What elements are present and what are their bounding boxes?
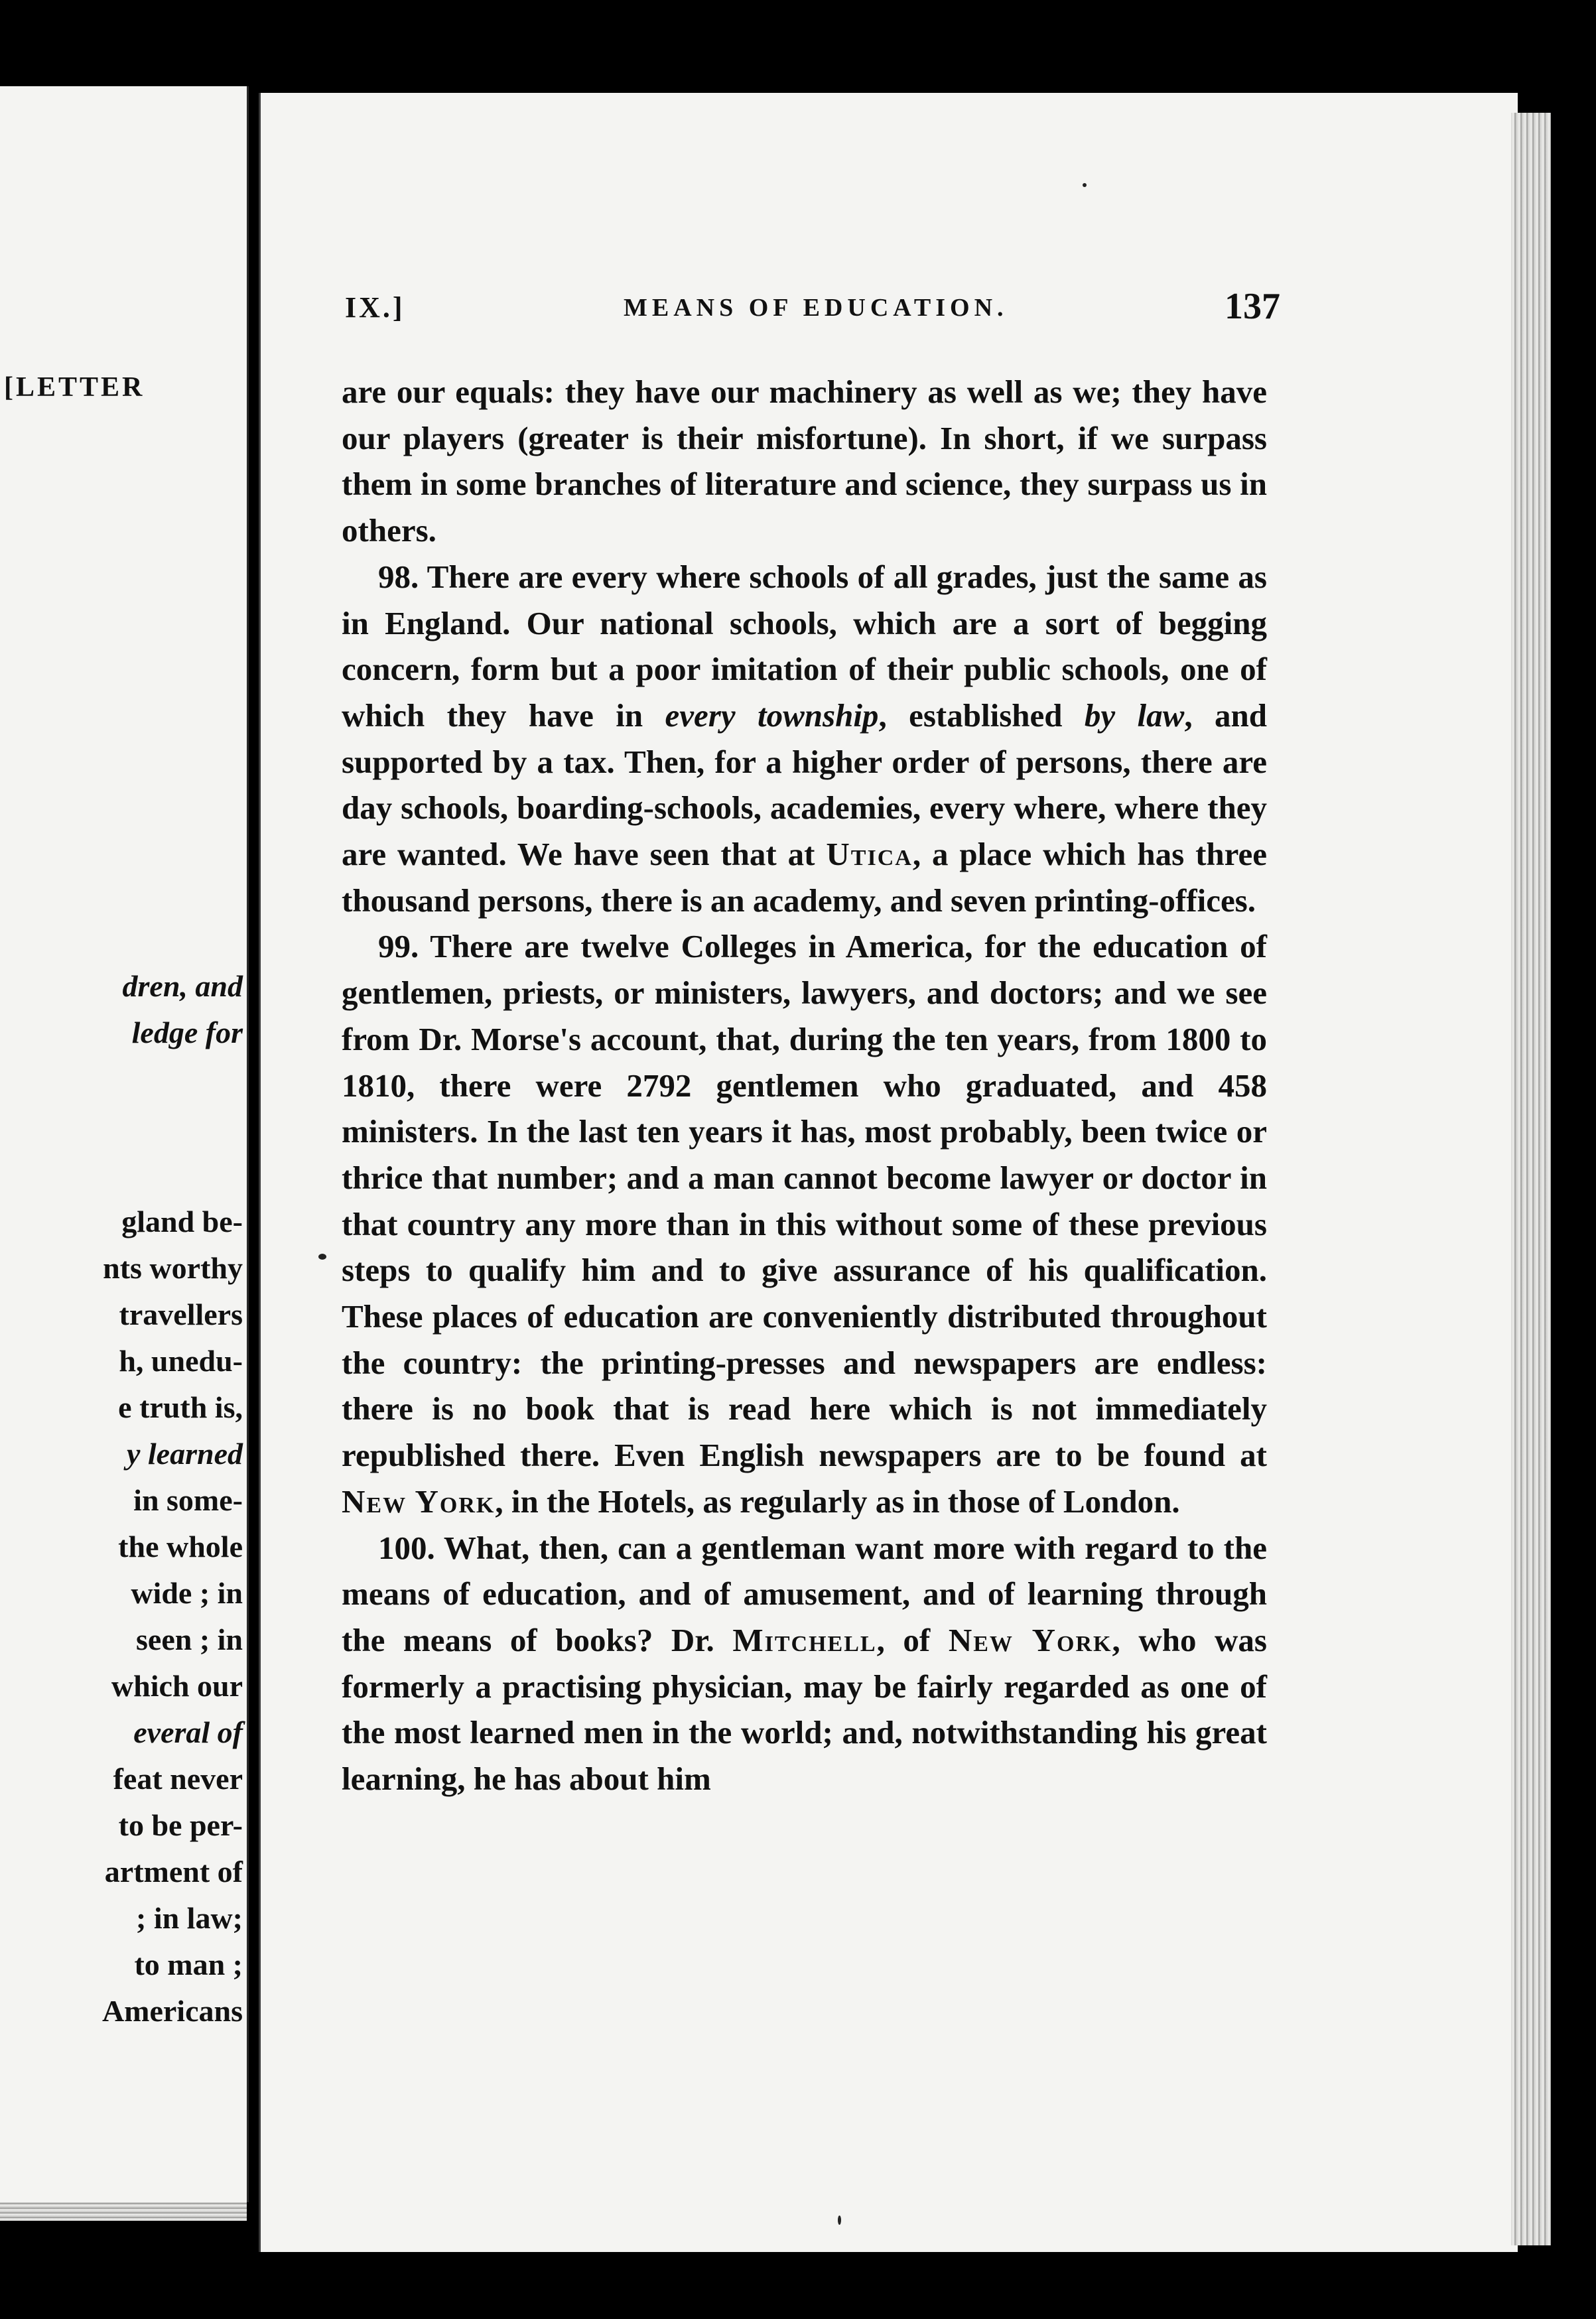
left-page-line: to man ; xyxy=(134,1948,243,1981)
left-page xyxy=(0,86,249,2202)
left-page-line: everal of xyxy=(133,1715,243,1749)
paragraph-text: , in the Hotels, as regularly as in those of London. xyxy=(495,1483,1180,1520)
left-page-line: travellers xyxy=(119,1297,243,1331)
left-page-line: wide ; in xyxy=(131,1576,243,1610)
left-page-line: y learned xyxy=(126,1437,243,1471)
place-name: New York xyxy=(342,1483,496,1520)
left-page-line: artment of xyxy=(104,1855,243,1888)
left-page-line: which our xyxy=(111,1669,243,1703)
paragraph-text: , who was formerly a practising physician, may be fairly regarded as one of the most learned men in the world; and, notwithstanding his great learning, he has about him xyxy=(342,1621,1268,1798)
person-name: Mitchell xyxy=(732,1621,877,1658)
paragraph-text: , and supported by a tax. Then, for a higher order of persons, there are day schools, boarding-schools, academies, every where, where they are wanted. We have seen that at xyxy=(342,696,1267,873)
place-name: New York xyxy=(948,1621,1112,1658)
paragraph-continued xyxy=(342,369,1267,554)
left-page-line: dren, and xyxy=(122,969,243,1003)
scan-speck xyxy=(318,1254,326,1260)
scan-speck xyxy=(838,2216,841,2225)
left-page-line: h, unedu- xyxy=(119,1344,243,1378)
left-page-line: in some- xyxy=(133,1483,243,1517)
left-page-line: ; in law; xyxy=(136,1901,243,1935)
right-page-fore-edge xyxy=(1511,113,1551,2245)
emphasis-text: every township xyxy=(665,696,879,734)
running-head xyxy=(345,285,1280,332)
paragraph-text: , of xyxy=(876,1621,949,1658)
left-page-line: nts worthy xyxy=(103,1251,243,1285)
left-page-bottom-edge xyxy=(0,2202,247,2221)
paragraph-text: 98. There are every where schools of all grades, just the same as in England. Our national schools, which are a sort of begging concern, form but a poor imitation of their public schools, one of which they have in xyxy=(342,558,1267,734)
left-running-head: [LETTER xyxy=(4,372,145,403)
left-page-line: the whole xyxy=(118,1530,243,1563)
paragraph-98 xyxy=(342,554,1267,924)
paragraph-99 xyxy=(342,923,1267,1524)
paragraph-text: , established xyxy=(878,696,1085,734)
scan-speck xyxy=(1083,183,1087,187)
running-head-letter: IX.] xyxy=(345,291,405,324)
page-number: 137 xyxy=(1225,286,1280,327)
paragraph-text: 100. What, then, can a gentleman want more with regard to the means of education, and of amusement, and of learning through the means of books? Dr. xyxy=(342,1529,1267,1658)
body-text xyxy=(342,369,1267,1802)
paragraph-text: 99. There are twelve Colleges in America, for the education of gentlemen, priests, or ministers, lawyers, and doctors; and we see from Dr. Morse's account, that, during the ten years, from 1800 to 1810, there were 2792 gentlemen who graduated, and 458 ministers. In the last ten years it has, most probably, been twice or thrice that number; and a man cannot become lawyer or doctor in that country any more than in this without some of these previous steps to qualify him and to give assurance of his qualification. These places of education are conveniently distributed throughout the country: the printing-presses and newspapers are endless: there is no book that is read here which is not immediately republished there. Even English newspapers are to be found at xyxy=(342,928,1267,1474)
emphasis-text: by law xyxy=(1084,696,1185,734)
left-page-line: to be per- xyxy=(118,1808,243,1842)
paragraph-text: are our equals: they have our machinery as well as we; they have our players (greater is their misfortune). In short, if we surpass them in some branches of literature and science, they surpass us in others. xyxy=(342,373,1267,549)
left-page-line: e truth is, xyxy=(118,1390,243,1424)
place-name: Utica xyxy=(826,836,913,873)
paragraph-100 xyxy=(342,1525,1267,1802)
left-page-line: feat never xyxy=(113,1762,243,1796)
left-page-line: ledge for xyxy=(131,1016,243,1049)
left-page-line: Americans xyxy=(101,1994,243,2028)
left-page-line: seen ; in xyxy=(136,1623,243,1656)
running-head-title: MEANS OF EDUCATION. xyxy=(624,294,1008,322)
paragraph-text: , a place which has three thousand persons, there is an academy, and seven printing-offices. xyxy=(342,836,1267,919)
left-page-line: gland be- xyxy=(121,1205,243,1238)
